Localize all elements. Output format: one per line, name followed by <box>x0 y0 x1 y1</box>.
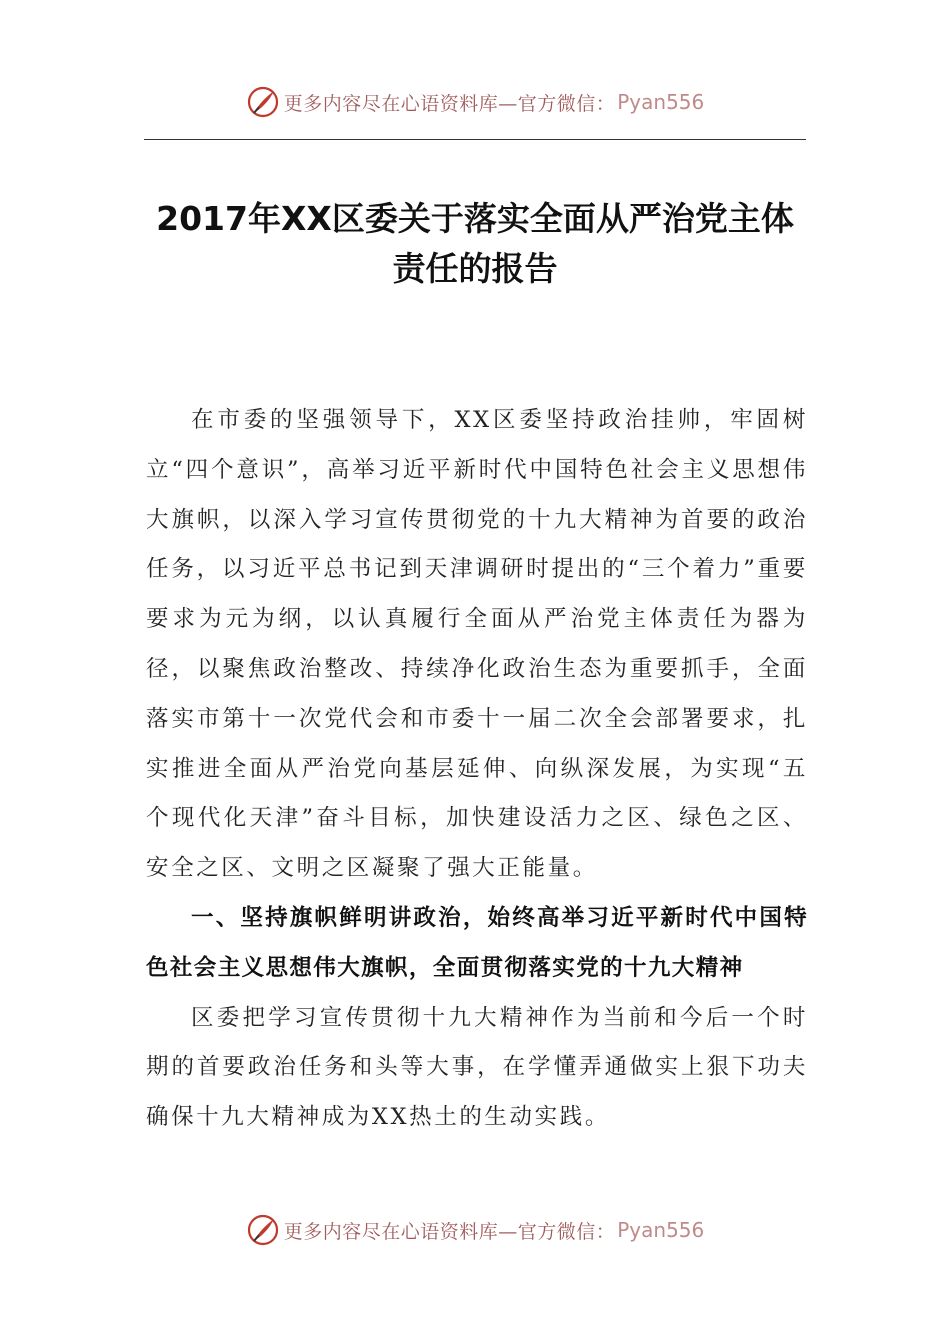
quill-pen-logo-icon <box>246 1213 280 1247</box>
quill-pen-logo-icon <box>246 85 280 119</box>
footer-watermark-banner <box>0 1208 950 1252</box>
intro-paragraph: 在市委的坚强领导下，XX区委坚持政治挂帅，牢固树立“四个意识”，高举习近平新时代中国特色社会主义思想伟大旗帜，以深入学习宣传贯彻党的十九大精神为首要的政治任务，以习近平总书记到天津调研时提出的“三个着力”重要要求为元为纲，以认真履行全面从严治党主体责任为器为径，以聚焦政治整改、持续净化政治生态为重要抓手，全面落实市第十一次党代会和市委十一届二次全会部署要求，扎实推进全面从严治党向基层延伸、向纵深发展，为实现“五个现代化天津”奋斗目标，加快建设活力之区、绿色之区、安全之区、文明之区凝聚了强大正能量。 <box>146 407 808 882</box>
banner-text: 更多内容尽在心语资料库—官方微信： <box>283 92 616 115</box>
section-heading-1: 一、坚持旗帜鲜明讲政治，始终高举习近平新时代中国特色社会主义思想伟大旗帜，全面贯彻落实党的十九大精神 <box>146 904 808 981</box>
header-watermark-banner <box>0 80 950 124</box>
header-divider <box>144 139 806 140</box>
banner-wechat-handle: Pyan556 <box>617 1218 705 1242</box>
document-title <box>140 194 810 294</box>
document-body <box>146 396 808 1143</box>
banner-text: 更多内容尽在心语资料库—官方微信： <box>283 1220 616 1243</box>
section-1-paragraph: 区委把学习宣传贯彻十九大精神作为当前和今后一个时期的首要政治任务和头等大事，在学懂弄通做实上狠下功夫确保十九大精神成为XX热土的生动实践。 <box>146 1004 808 1131</box>
title-line-1: 2017年XX区委关于落实全面从严治党主体 <box>156 199 794 238</box>
banner-wechat-handle: Pyan556 <box>617 90 705 114</box>
title-line-2: 责任的报告 <box>392 249 558 288</box>
